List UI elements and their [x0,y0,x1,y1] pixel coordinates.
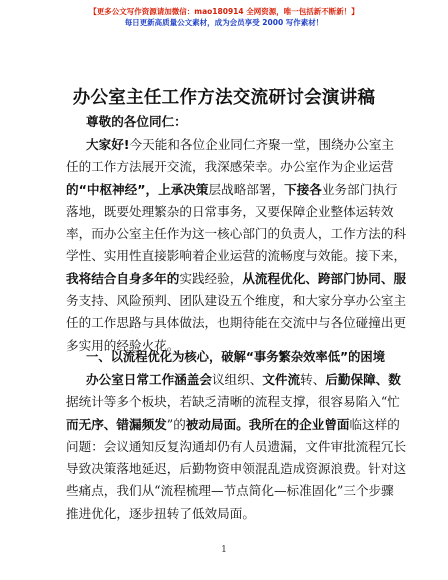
text-run: 据统计等多个板块，若缺乏清晰的流程支撑，很容易陷入“忙 [66,394,400,410]
text-run: 实践经验， [179,270,243,286]
text-run: 务支持、风险预判、团队建设五个维度，和大家分享办公室主 [66,293,407,309]
text-run: 导致决策落地延迟，后勤物资申领混乱造成资源浪费。针对这 [66,461,407,477]
text-line [66,391,400,413]
text-run: 率，而办公室主任作为这一核心部门的负责人，工作方法的科 [66,226,407,242]
section-heading-1: 一、以流程优化为核心，破解“事务繁杂效率低”的困境 [86,350,385,364]
text-line [66,156,394,178]
text-line [66,290,407,312]
text-line [66,369,401,391]
text-line [66,245,407,267]
text-line [66,312,407,334]
promo-banner-line-2: 每日更新高质量公文素材，成为会员享受 2000 写作素材！ [124,18,324,27]
promo-banner-line-1: 【更多公文写作资源请加微信：mao180914 全网资源，唯一包括新不断新！】 [89,7,359,16]
text-run: 落地，既要处理繁杂的日常事务，又要保障企业整体运转效 [66,203,394,219]
text-run: 今天能和各位企业同仁齐聚一堂，围绕办公室主 [129,137,394,152]
text-line [66,134,394,156]
text-run: 后勤保障、数 [325,372,401,387]
text-run: 些痛点，我们从“流程梳理—节点简化—标准固化”三个步骤 [66,483,394,499]
text-run: 推进优化，逐步扭转了低效局面。 [66,505,255,521]
page-number: 1 [221,545,227,555]
text-run: 任的工作思路与具体做法，也期待能在交流中与各位碰撞出更 [66,315,407,331]
text-line [66,458,407,480]
paragraph-section-1 [66,369,407,525]
text-run: 而无序、错漏频发 [66,416,167,432]
text-run: 多实用的经验火花。 [66,337,180,353]
promo-banner [0,6,448,28]
text-line [66,179,398,201]
text-run: 被动局面。我所在的企业曾面 [185,416,350,432]
text-run: ”的 [166,416,186,432]
text-line [66,223,407,245]
text-run: 学性、实用性直接影响着企业运营的流畅度与效能。接下来， [66,248,407,264]
text-run: 业务部门执行 [321,181,398,197]
text-line [66,414,400,436]
text-line [66,201,394,223]
text-run: 层战略部署， [208,181,285,197]
text-line [66,480,394,502]
text-run: 任的工作方法展开交流，我深感荣幸。办公室作为企业运营 [66,159,394,175]
text-run: 文件流 [262,372,301,387]
text-run: 我将结合自身多年的 [66,270,180,286]
text-run: 临这样的 [349,416,400,432]
text-line [66,503,386,525]
paragraph-intro [66,134,407,357]
greeting: 尊敬的各位同仁： [86,114,187,129]
text-run: 转、 [300,372,326,387]
text-run: 的“中枢神经”，上承决策 [66,181,209,197]
text-run: 大家好! [86,137,130,152]
text-run: 议组织、 [211,372,263,387]
text-run: 跨部门协同、服 [317,270,407,286]
text-run: 办公室日常工作涵盖会 [86,372,212,387]
text-run: 下接各 [284,181,322,197]
text-run: 从流程优化、 [242,270,318,286]
text-run: 问题：会议通知反复沟通却仍有人员遗漏，文件审批流程冗长 [66,438,407,454]
document-title: 办公室主任工作方法交流研讨会演讲稿 [72,88,376,108]
text-line [66,436,407,458]
text-line [66,268,407,290]
